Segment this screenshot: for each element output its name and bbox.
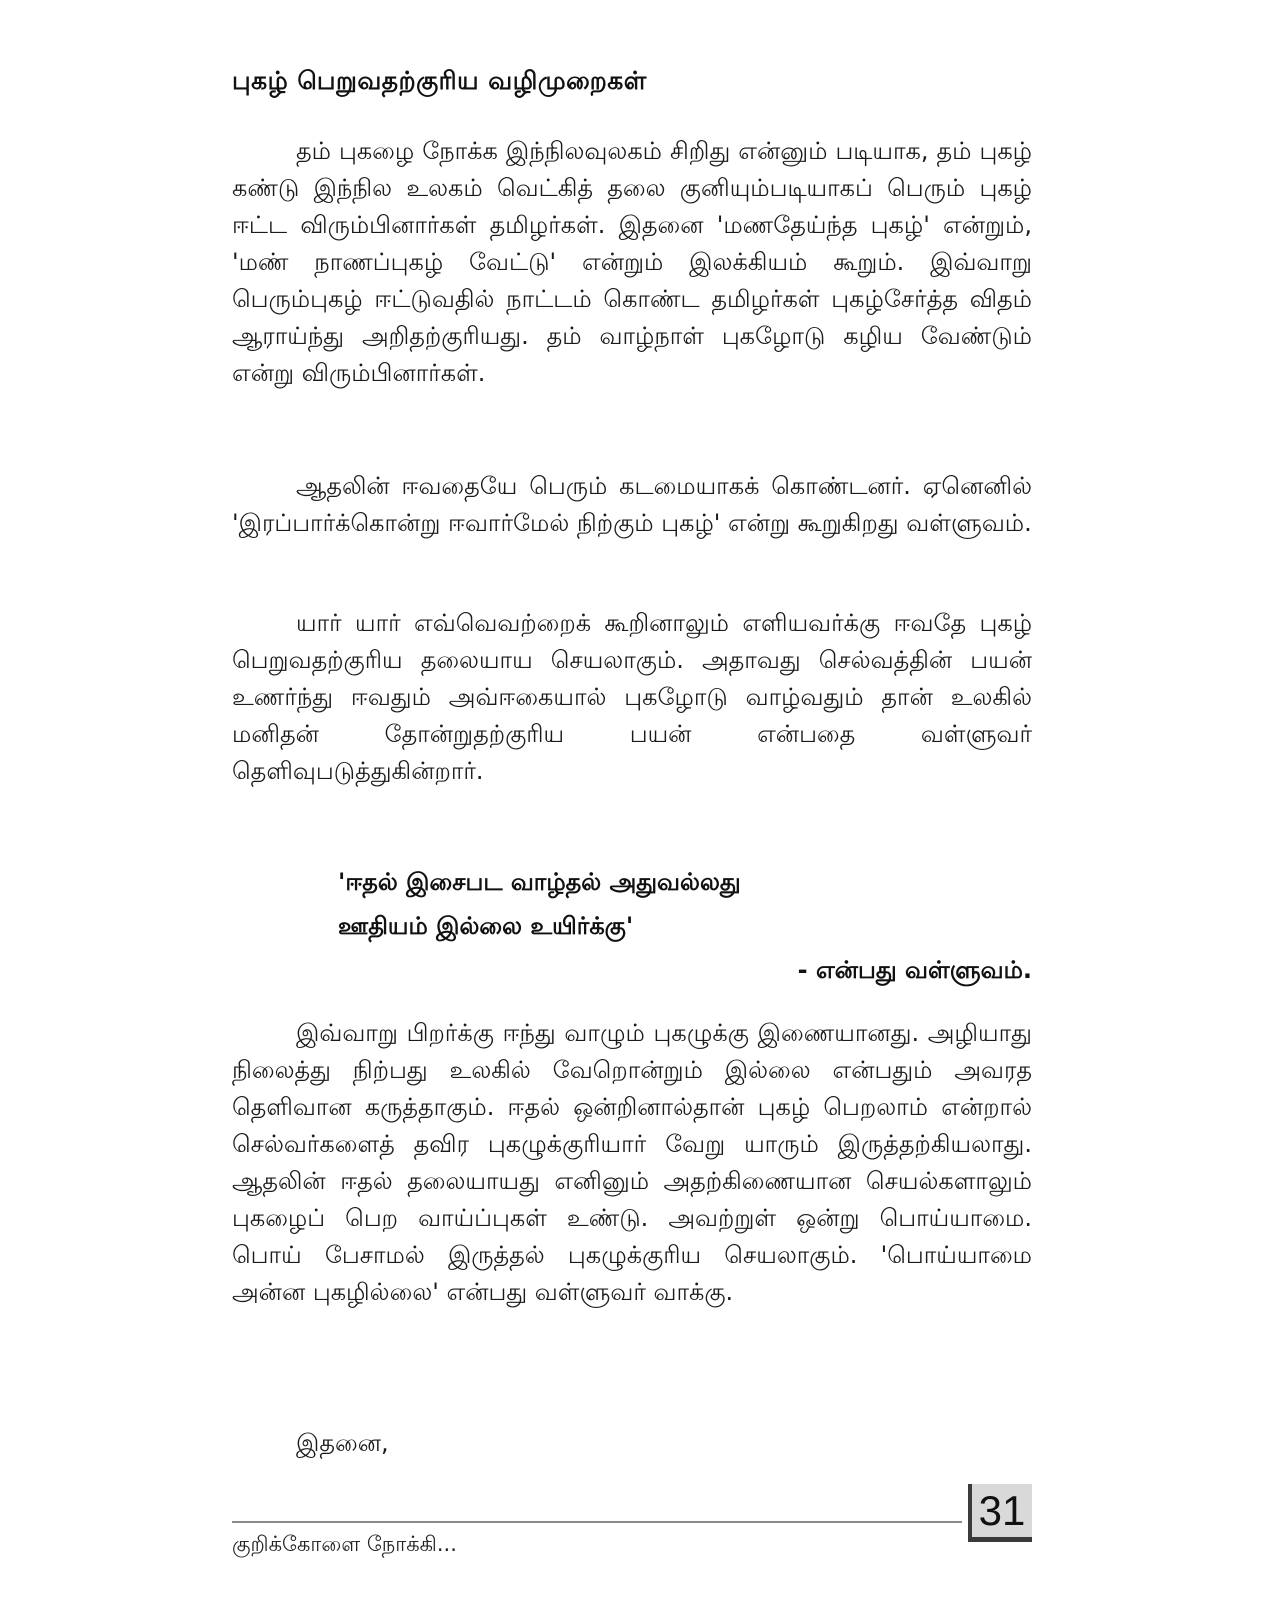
footer-book-title: குறிக்கோளை நோக்கி... xyxy=(232,1532,457,1556)
paragraph-2 xyxy=(232,468,1032,542)
footer-divider xyxy=(232,1521,962,1523)
page-number: 31 xyxy=(978,1486,1026,1534)
paragraph-2-text: ஆதலின் ஈவதையே பெரும் கடமையாகக் கொண்டனர். ஏனெனில் 'இரப்பார்க்கொன்று ஈவார்மேல் நிற்கும் புகழ்' என்று கூறுகிறது வள்ளுவம். xyxy=(232,472,1032,537)
quote-attribution: - என்பது வள்ளுவம். xyxy=(797,956,1032,984)
paragraph-3-text: யார் யார் எவ்வெவற்றைக் கூறினாலும் எளியவர்க்கு ஈவதே புகழ் பெறுவதற்குரிய தலையாய செயலாகும். அதாவது செல்வத்தின் பயன் உணர்ந்து ஈவதும் அவ்ஈகையால் புகழோடு வாழ்வதும் தான் உலகில் மனிதன் தோன்றுதற்குரிய பயன் என்பதை வள்ளுவர் தெளிவுபடுத்துகின்றார். xyxy=(232,609,1032,785)
kural-quote-line-2: ஊதியம் இல்லை உயிர்க்கு' xyxy=(338,912,634,940)
kural-quote-line-1: 'ஈதல் இசைபட வாழ்தல் அதுவல்லது xyxy=(338,868,741,896)
paragraph-3 xyxy=(232,605,1032,790)
paragraph-5 xyxy=(232,1015,1032,1311)
paragraph-1-text: தம் புகழை நோக்க இந்நிலவுலகம் சிறிது என்னும் படியாக, தம் புகழ் கண்டு இந்நில உலகம் வெட்கித் தலை குனியும்படியாகப் பெரும் புகழ் ஈட்ட விரும்பினார்கள் தமிழர்கள். இதனை 'மணதேய்ந்த புகழ்' என்றும், 'மண் நாணப்புகழ் வேட்டு' என்றும் இலக்கியம் கூறும். இவ்வாறு பெரும்புகழ் ஈட்டுவதில் நாட்டம் கொண்ட தமிழர்கள் புகழ்சேர்த்த விதம் ஆராய்ந்து அறிதற்குரியது. தம் வாழ்நாள் புகழோடு கழிய வேண்டும் என்று விரும்பினார்கள். xyxy=(232,137,1032,387)
section-heading: புகழ் பெறுவதற்குரிய வழிமுறைகள் xyxy=(232,66,647,95)
paragraph-5-text: இவ்வாறு பிறர்க்கு ஈந்து வாழும் புகழுக்கு இணையானது. அழியாது நிலைத்து நிற்பது உலகில் வேறொன்றும் இல்லை என்பதும் அவரத தெளிவான கருத்தாகும். ஈதல் ஒன்றினால்தான் புகழ் பெறலாம் என்றால் செல்வர்களைத் தவிர புகழுக்குரியார் வேறு யாரும் இருத்தற்கியலாது. ஆதலின் ஈதல் தலையாயது எனினும் அதற்கிணையான செயல்களாலும் புகழைப் பெற வாய்ப்புகள் உண்டு. அவற்றுள் ஒன்று பொய்யாமை. பொய் பேசாமல் இருத்தல் புகழுக்குரிய செயலாகும். 'பொய்யாமை அன்ன புகழில்லை' என்பது வள்ளுவர் வாக்கு. xyxy=(232,1019,1032,1306)
paragraph-1 xyxy=(232,133,1032,392)
paragraph-6-text: இதனை, xyxy=(296,1429,389,1457)
page-number-box xyxy=(968,1484,1032,1542)
paragraph-6 xyxy=(232,1425,1032,1462)
